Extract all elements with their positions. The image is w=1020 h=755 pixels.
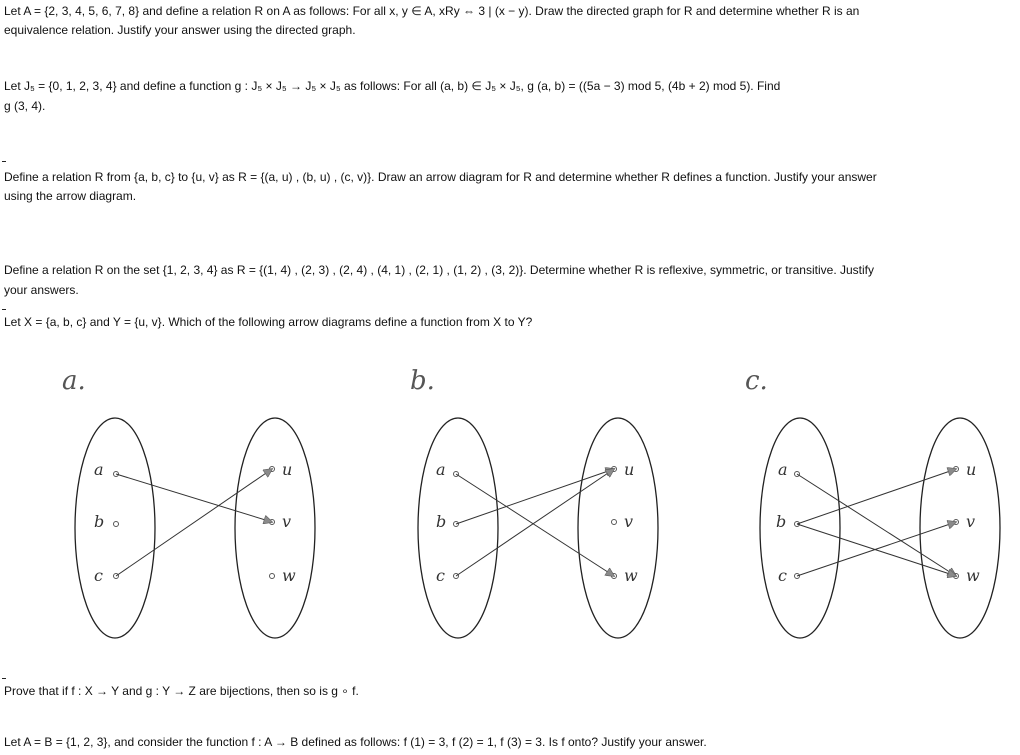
node-label-w: w [282,566,296,585]
question-7-line-1: Let A = B = {1, 2, 3}, and consider the function f : A → B defined as follows: f (1) = 3, f (2) = 1, f (3) = 3. Is f onto? Justify your answer. [4,735,707,749]
node-label-u: u [624,460,635,479]
question-3-line-1: Define a relation R from {a, b, c} to {u, v} as R = {(a, u) , (b, u) , (c, v)}. Draw an arrow diagram for R and determine whether R defines a function. Justify your answer [4,170,877,184]
question-2-line-1: Let J₅ = {0, 1, 2, 3, 4} and define a function g : J₅ × J₅ → J₅ × J₅ as follows: For all (a, b) ∈ J₅ × J₅, g (a, b) = ((5a − 3) mod 5, (4b + 2) mod 5). Find [4,79,781,93]
arrow-b-to-u [797,469,956,524]
diagram-c [745,366,1000,638]
node-label-c: c [778,566,787,585]
node-label-v: v [282,512,292,531]
question-1-line-2: equivalence relation. Justify your answer using the directed graph. [4,23,356,37]
diagram-label-c: c. [745,366,768,396]
node-label-c: c [436,566,445,585]
question-1-line-1: Let A = {2, 3, 4, 5, 6, 7, 8} and define a relation R on A as follows: For all x, y ∈ A, xRy ⇔ 3 | (x − y). Draw the directed graph for R and determine whether R is an [4,4,860,18]
question-3-line-2: using the arrow diagram. [4,189,137,203]
question-4-line-1: Define a relation R on the set {1, 2, 3, 4} as R = {(1, 4) , (2, 3) , (2, 4) , (4, 1) , (2, 1) , (1, 2) , (3, 2)}. Determine whether R is reflexive, symmetric, or transitive. Justify [4,263,874,277]
diagram-label-b: b. [410,366,435,396]
node-label-v: v [624,512,634,531]
question-5-line-1: Let X = {a, b, c} and Y = {u, v}. Which of the following arrow diagrams define a function from X to Y? [4,315,533,329]
diagram-b [410,366,658,638]
node-label-b: b [94,512,105,531]
node-label-v: v [966,512,976,531]
node-point [114,522,119,527]
question-4-line-2: your answers. [4,283,79,297]
arrow-a-to-w [456,474,614,576]
arrow-c-to-u [116,469,272,576]
diagram-a [62,366,315,638]
codomain-set-ellipse [920,418,1000,638]
node-label-a: a [436,460,446,479]
node-point [612,520,617,525]
node-label-w: w [966,566,980,585]
codomain-set-ellipse [578,418,658,638]
question-marker [2,678,6,679]
node-label-b: b [436,512,447,531]
node-label-a: a [94,460,104,479]
domain-set-ellipse [418,418,498,638]
question-2-line-2: g (3, 4). [4,99,46,113]
question-marker [2,161,6,162]
question-marker [2,309,6,310]
domain-set-ellipse [760,418,840,638]
node-label-b: b [776,512,787,531]
arrow-c-to-u [456,469,614,576]
node-label-c: c [94,566,103,585]
arrow-diagrams [0,355,1020,665]
node-label-w: w [624,566,638,585]
arrow-b-to-u [456,469,614,524]
node-label-u: u [282,460,293,479]
domain-set-ellipse [75,418,155,638]
node-label-u: u [966,460,977,479]
node-label-a: a [778,460,788,479]
arrow-a-to-v [116,474,272,522]
node-point [270,574,275,579]
diagram-label-a: a. [62,366,86,396]
arrow-a-to-w [797,474,956,576]
codomain-set-ellipse [235,418,315,638]
question-6-line-1: Prove that if f : X → Y and g : Y → Z are bijections, then so is g ∘ f. [4,684,359,698]
